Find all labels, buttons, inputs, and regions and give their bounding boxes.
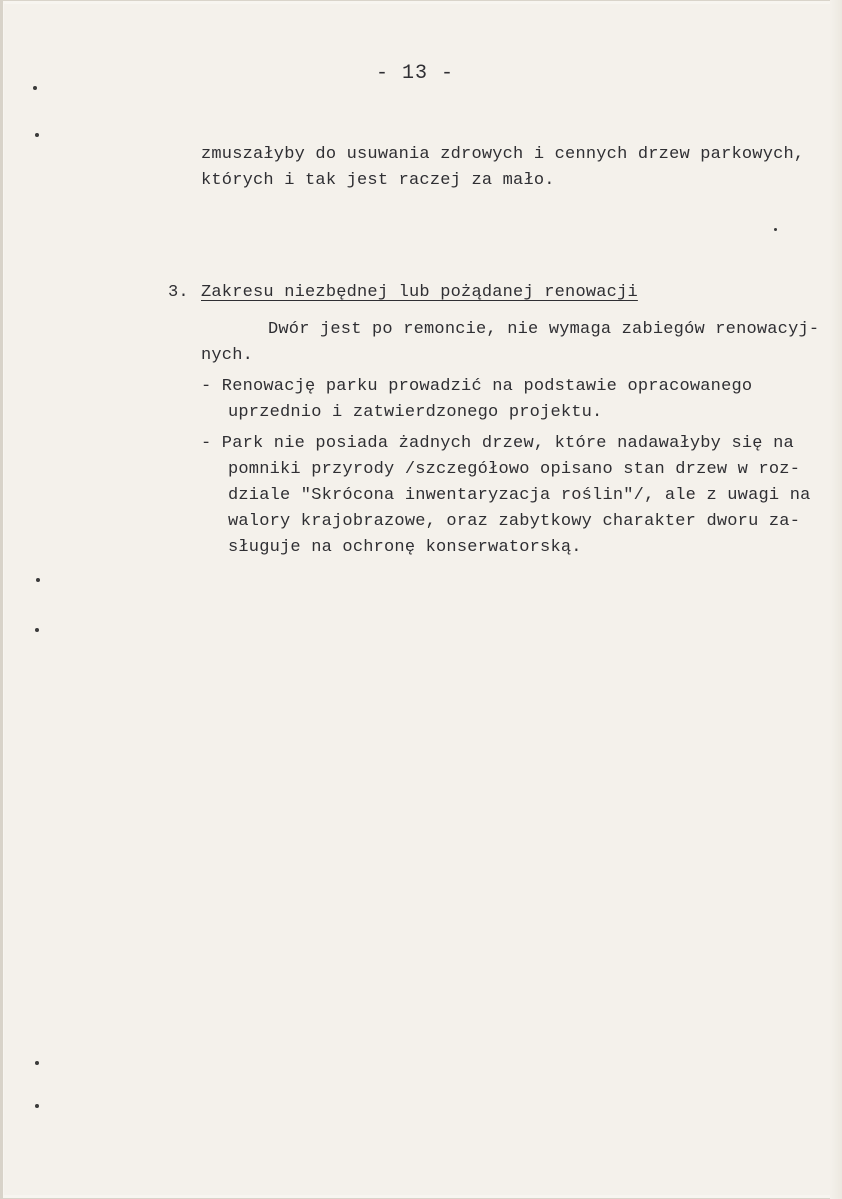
text-line: nych. [201,346,254,365]
text-line: których i tak jest raczej za mało. [201,171,555,190]
bullet-line: - Renowację parku prowadzić na podstawie opracowanego [201,377,753,396]
margin-mark [33,86,37,90]
section-heading: Zakresu niezbędnej lub pożądanej renowacji [201,283,638,302]
text-line: zmuszałyby do usuwania zdrowych i cennych drzew parkowych, [201,145,805,164]
margin-mark [35,133,39,137]
margin-mark [774,228,777,231]
bullet-line: - Park nie posiada żadnych drzew, które nadawałyby się na [201,434,794,453]
margin-mark [35,628,39,632]
text-line: pomniki przyrody /szczegółowo opisano stan drzew w roz- [228,460,801,479]
text-line: Dwór jest po remoncie, nie wymaga zabiegów renowacyj- [268,320,820,339]
margin-mark [36,578,40,582]
section-number: 3. [168,283,189,302]
text-line: sługuje na ochronę konserwatorską. [228,538,582,557]
text-line: walory krajobrazowe, oraz zabytkowy charakter dworu za- [228,512,801,531]
text-line: dziale "Skrócona inwentaryzacja roślin"/, ale z uwagi na [228,486,811,505]
page-edge-left [0,0,3,1199]
page-edge-right [830,0,842,1199]
margin-mark [35,1104,39,1108]
text-line: uprzednio i zatwierdzonego projektu. [228,403,603,422]
margin-mark [35,1061,39,1065]
page-number: - 13 - [376,62,455,85]
